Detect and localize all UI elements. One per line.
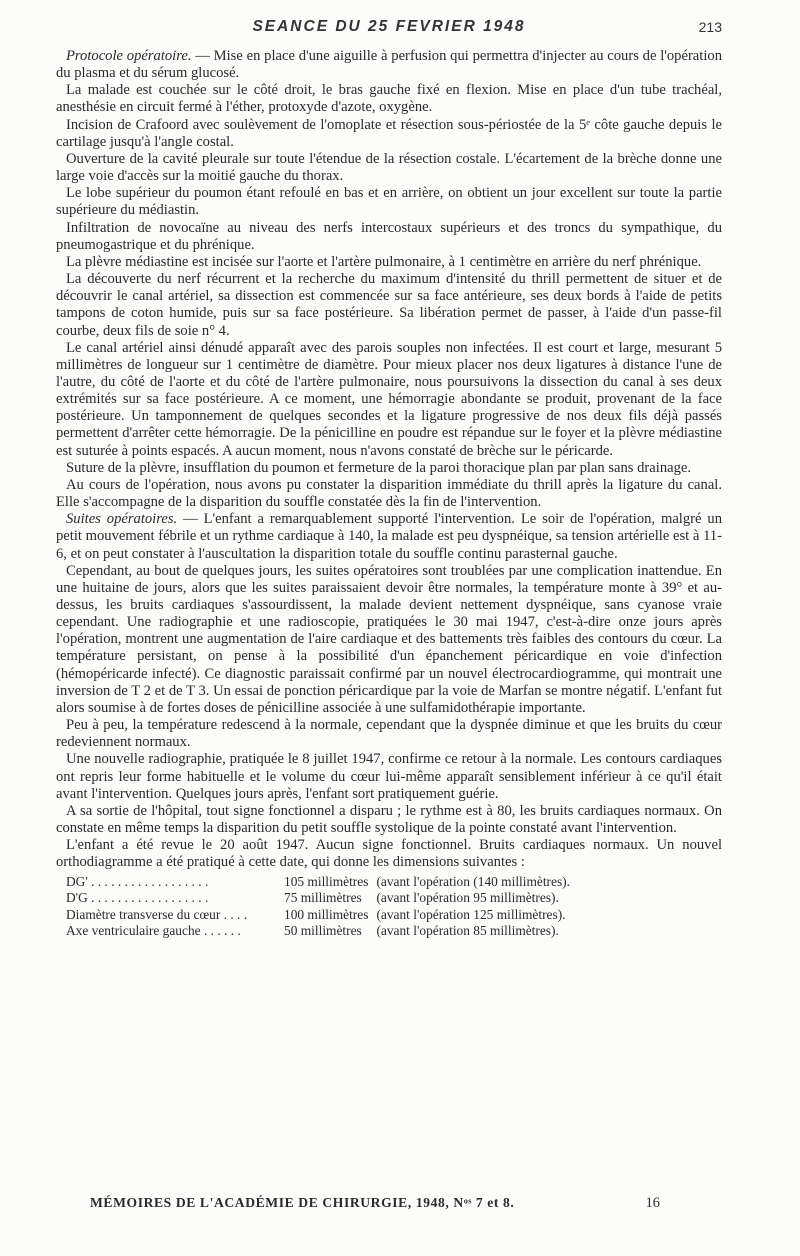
paragraph-text: Au cours de l'opération, nous avons pu constater la disparition immédiate du thrill après la ligature du canal. Elle s'accompagne de la disparition du souffle constatée dès la fin de l'intervention. [56, 476, 722, 511]
table-row [66, 923, 570, 940]
paragraph [56, 803, 722, 837]
paragraph-text: Suture de la plèvre, insufflation du poumon et fermeture de la paroi thoracique plan par plan sans drainage. [66, 459, 692, 476]
dimension-label-cell [66, 874, 284, 891]
page-footer [90, 1195, 660, 1211]
paragraph-text: Infiltration de novocaïne au niveau des nerfs intercostaux supérieurs et des troncs du sympathique, du pneumogastrique et du phrénique. [56, 219, 722, 253]
paragraph-text: La plèvre médiastine est incisée sur l'aorte et l'artère pulmonaire, à 1 centimètre en arrière du nerf phrénique. [66, 253, 702, 270]
paragraph [56, 837, 722, 871]
paragraph-text: — Mise en place d'une aiguille à perfusion qui permettra d'injecter au cours de l'opération du plasma et du sérum glucosé. [56, 48, 722, 82]
paragraph [56, 717, 722, 751]
dot-leader: . . . . . . . . . . . . . . . . . . [87, 873, 209, 889]
dimension-label: Diamètre transverse du cœur [66, 906, 221, 922]
dot-leader: . . . . . . . . . . . . . . . . . . [87, 890, 209, 905]
section-lead: Protocole opératoire. [66, 48, 192, 64]
paragraph [56, 751, 722, 802]
dimension-label: Axe ventriculaire gauche [66, 923, 201, 938]
dimension-note: (avant l'opération 85 millimètres). [376, 923, 559, 938]
dimension-value: 50 millimètres [284, 923, 362, 938]
section-lead: Suites opératoires. [66, 511, 178, 528]
paragraph [56, 254, 722, 271]
dimension-label-cell [66, 923, 284, 940]
paragraph-text: — L'enfant a remarquablement supporté l'intervention. Le soir de l'opération, malgré un petit mouvement fébrile et un rythme cardiaque à 140, la malade est peu dyspnéique, sa tension artérielle est à 11-6, et on peut constater à l'auscultation la disparition totale du souffle continu parasternal gauche. [56, 511, 723, 562]
paragraph-text: Peu à peu, la température redescend à la normale, cependant que la dyspnée diminue et que les bruits du cœur redeviennent normaux. [56, 717, 722, 751]
dot-leader: . . . . [220, 906, 248, 922]
paragraph-text: Ouverture de la cavité pleurale sur toute l'étendue de la résection costale. L'écartement de la brèche donne une large voie d'accès sur la moitié gauche du thorax. [56, 150, 722, 185]
dimension-label: DG' [66, 873, 88, 889]
dimension-label-cell [66, 907, 284, 924]
paragraph-text: L'enfant a été revue le 20 août 1947. Aucun signe fonctionnel. Bruits cardiaques normaux. Un nouvel orthodiagramme a été pratiqué à cette date, qui donne les dimensions suivantes : [56, 837, 722, 871]
page-number: 213 [698, 19, 722, 35]
paragraph [56, 460, 722, 477]
dot-leader: . . . . . . [200, 923, 241, 938]
table-row [66, 874, 570, 891]
paragraph-text: Le lobe supérieur du poumon étant refoulé en bas et en arrière, on obtient un jour excellent sur toute la partie supérieure du médiastin. [56, 185, 722, 219]
paragraph [56, 477, 722, 511]
dimension-value: 75 millimètres [284, 890, 362, 905]
paragraph [56, 117, 722, 151]
dimension-note: (avant l'opération (140 millimètres). [376, 873, 570, 889]
paragraph-text: La découverte du nerf récurrent et la recherche du maximum d'intensité du thrill permettent de situer et de découvrir le canal artériel, sa dissection est commencée sur sa face antérieure, ses deux bords à l'aide de petits tampons de coton humide, puis sur sa face postérieure. Sa libération permet de passer, à l'aide d'un passe-fil courbe, deux fils de soie n° 4. [56, 271, 722, 339]
paragraph-text: La malade est couchée sur le côté droit, le bras gauche fixé en flexion. Mise en place d'un tube trachéal, anesthésie en circuit fermé à l'éther, protoxyde d'azote, oxygène. [56, 82, 722, 116]
paragraph [56, 220, 722, 254]
paragraph [56, 48, 722, 82]
paragraph-text: Une nouvelle radiographie, pratiquée le 8 juillet 1947, confirme ce retour à la normale. Les contours cardiaques ont repris leur forme habituelle et le volume du cœur lui-même apparaît sensiblement inférieur à ce qu'il était avant l'intervention. Quelques jours après, l'enfant sort pratiquement guérie. [56, 751, 722, 802]
running-head-title: SEANCE DU 25 FEVRIER 1948 [252, 18, 526, 35]
paragraph-text: A sa sortie de l'hôpital, tout signe fonctionnel a disparu ; le rythme est à 80, les bruits cardiaques normaux. On constate en même temps la disparition du petit souffle systolique de la pointe constaté avant l'intervention. [56, 802, 722, 837]
table-row [66, 890, 570, 907]
dimension-note: (avant l'opération 95 millimètres). [376, 890, 559, 905]
signature-mark: 16 [645, 1195, 660, 1211]
dimension-value: 100 millimètres [284, 906, 369, 922]
dimensions-table [66, 874, 570, 940]
paragraph-text: Le canal artériel ainsi dénudé apparaît avec des parois souples non infectées. Il est court et large, mesurant 5 millimètres de longueur sur 1 centimètre de diamètre. Pour mieux placer nos deux ligatures à distance l'une de l'autre, du côté de l'aorte et du côté de l'artère pulmonaire, nous poursuivons la dissection du canal à ses deux extrémités sur sa face postérieure. A ce moment, une hémorragie abondante se produit, provenant de la face postérieure. Un tamponnement de quelques secondes et la ligature progressive de nos deux fils déjà passés permettent d'arrêter cette hémorragie. De la pénicilline en poudre est répandue sur le foyer et la plèvre médiastine est suturée à points espacés. A aucun moment, nous n'avons constaté de brèche sur le péricarde. [56, 339, 722, 459]
running-head [56, 6, 722, 48]
dimension-label-cell [66, 890, 284, 907]
dimension-label: D'G [66, 890, 88, 905]
paragraph [56, 185, 722, 219]
paragraph [56, 563, 722, 717]
dimension-note: (avant l'opération 125 millimètres). [376, 906, 566, 922]
paragraph-text: Incision de Crafoord avec soulèvement de l'omoplate et résection sous-périostée de la 5ᵉ côte gauche depuis le cartilage jusqu'à l'angle costal. [56, 116, 722, 150]
paragraph [56, 340, 722, 460]
paragraph [56, 151, 722, 185]
paragraph [56, 82, 722, 116]
body-text [56, 48, 722, 872]
dimension-value: 105 millimètres [284, 873, 369, 889]
paragraph [56, 271, 722, 340]
paragraph [56, 511, 722, 562]
table-row [66, 907, 570, 924]
paragraph-text: Cependant, au bout de quelques jours, les suites opératoires sont troublées par une complication inattendue. En une huitaine de jours, alors que les suites paraissaient devoir être normales, la température monte à 39° et au-dessus, les bruits cardiaques s'assourdissent, la malade devient nettement dyspnéique, sans cyanose vraie cependant. Une radiographie et une radioscopie, pratiquées le 30 mai 1947, c'est-à-dire onze jours après l'opération, montrent une augmentation de l'aire cardiaque et des battements très faibles des contours du cœur. La température persistant, on pense à la possibilité d'un épanchement péricardique en voie d'infection (hémopéricarde infecté). Ce diagnostic paraissait confirmé par un nouvel électrocardiogramme, qui montrait une inversion de T 2 et de T 3. Un essai de ponction péricardique par la voie de Marfan se montre négatif. L'enfant fut alors soumise à de fortes doses de pénicilline associée à une sulfamidothérapie importante. [56, 562, 722, 716]
footer-citation: MÉMOIRES DE L'ACADÉMIE DE CHIRURGIE, 1948, Nᵒˢ 7 et 8. [90, 1195, 515, 1210]
